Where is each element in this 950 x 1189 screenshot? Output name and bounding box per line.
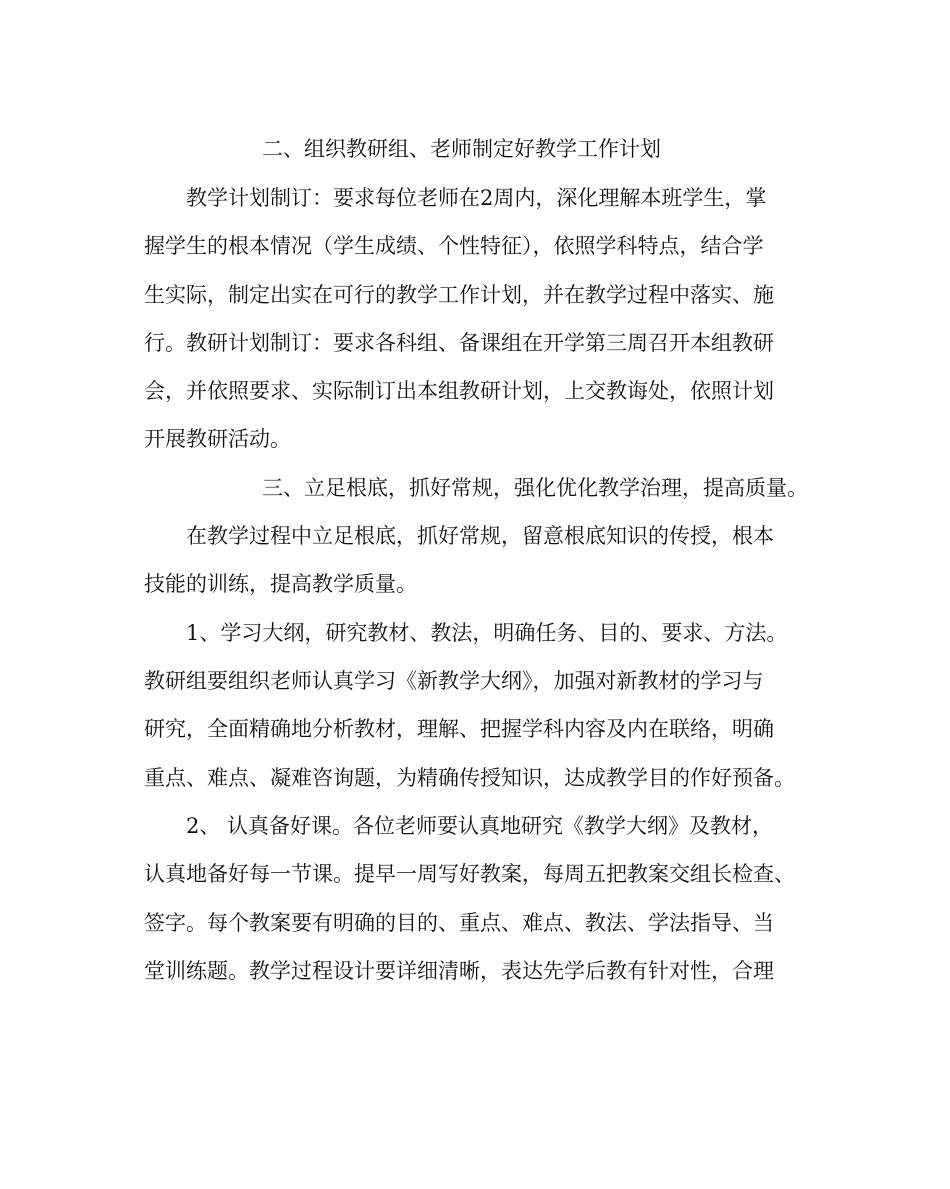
paragraph-line: 堂训练题。教学过程设计要详细清晰，表达先学后教有针对性，合理	[144, 959, 774, 983]
list-item-2-line: 2、 认真备好课。各位老师要认真地研究《教学大纲》及教材，	[186, 814, 774, 838]
section-heading-2: 二、组织教研组、老师制定好教学工作计划	[262, 137, 661, 161]
paragraph-line: 生实际，制定出实在可行的教学工作计划，并在教学过程中落实、施	[144, 283, 774, 307]
paragraph-line: 技能的训练，提高教学质量。	[144, 572, 417, 596]
paragraph-line: 在教学过程中立足根底，抓好常规，留意根底知识的传授，根本	[186, 524, 774, 548]
paragraph-line: 认真地备好每一节课。提早一周写好教案，每周五把教案交组长检查、	[144, 862, 795, 886]
paragraph-line: 会，并依照要求、实际制订出本组教研计划，上交教诲处，依照计划	[144, 379, 774, 403]
paragraph-line: 行。教研计划制订：要求各科组、备课组在开学第三周召开本组教研	[144, 331, 774, 355]
paragraph-line: 重点、难点、凝难咨询题，为精确传授知识，达成教学目的作好预备。	[144, 766, 795, 790]
paragraph-line: 教研组要组织老师认真学习《新教学大纲》，加强对新教材的学习与	[144, 669, 764, 693]
paragraph-line: 开展教研活动。	[144, 427, 291, 451]
section-heading-3: 三、立足根底，抓好常规，强化优化教学治理，提高质量。	[262, 476, 808, 500]
paragraph-line: 握学生的根本情况（学生成绩、个性特征），依照学科特点，结合学	[144, 234, 764, 258]
paragraph-line: 教学计划制订：要求每位老师在2周内，深化理解本班学生，掌	[186, 186, 767, 210]
paragraph-line: 研究，全面精确地分析教材，理解、把握学科内容及内在联络，明确	[144, 717, 774, 741]
list-item-1-line: 1、学习大纲，研究教材、教法，明确任务、目的、要求、方法。	[186, 621, 788, 645]
paragraph-line: 签字。每个教案要有明确的目的、重点、难点、教法、学法指导、当	[144, 911, 774, 935]
